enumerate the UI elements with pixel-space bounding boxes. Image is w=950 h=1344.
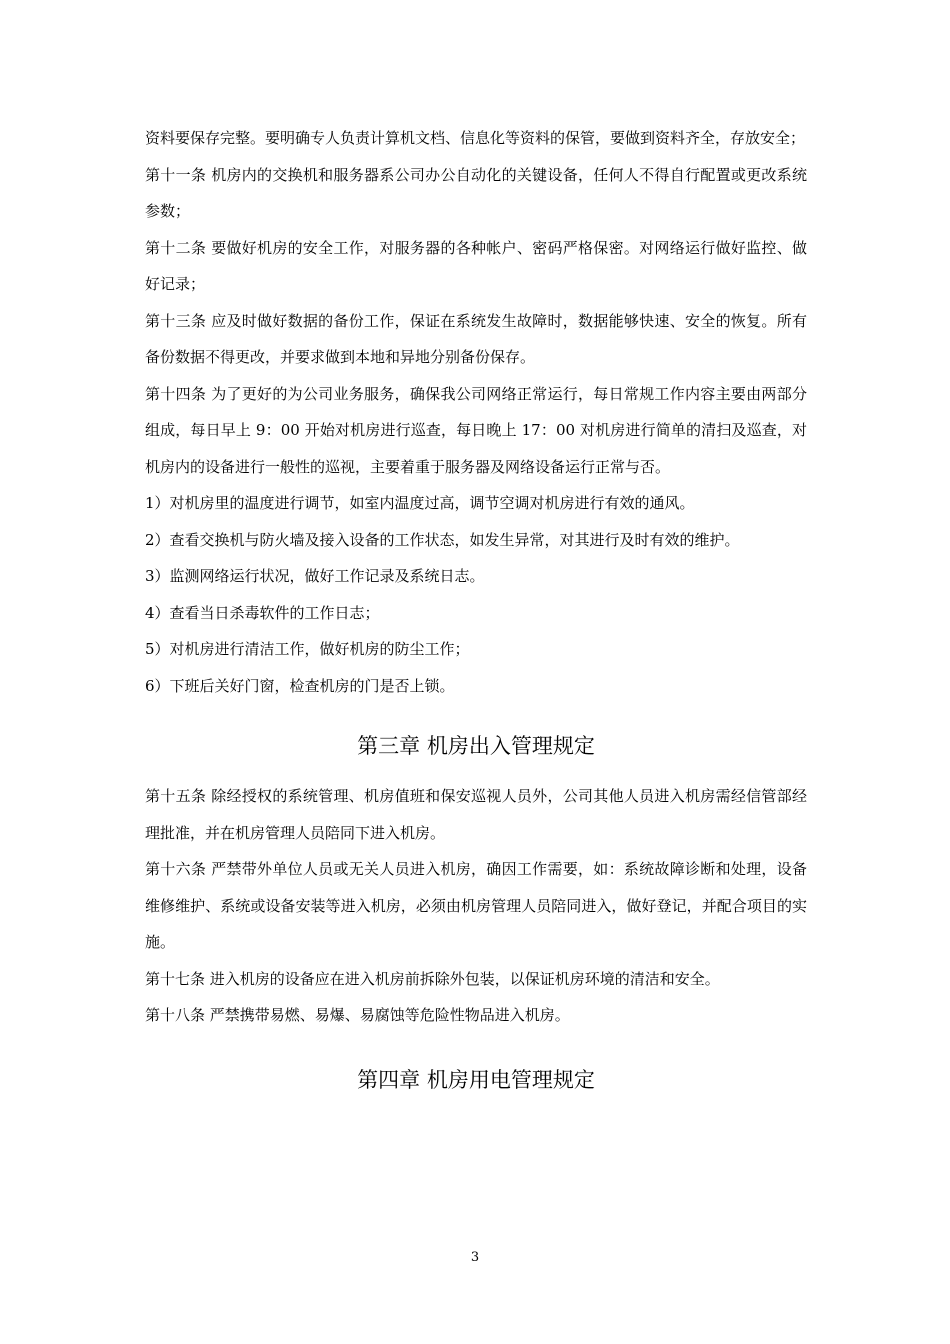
article-14: 第十四条 为了更好的为公司业务服务，确保我公司网络正常运行，每日常规工作内容主要由两部分组成，每日早上 9：00 开始对机房进行巡查，每日晚上 17：00 对机房进行简单的清扫及巡查，对机房内的设备进行一般性的巡视，主要着重于服务器及网络设备运行正常与否。 — [145, 384, 807, 476]
chapter-4-title: 第四章 机房用电管理规定 — [357, 1067, 595, 1092]
paragraph-continuation: 资料要保存完整。要明确专人负责计算机文档、信息化等资料的保管，要做到资料齐全，存放安全； — [145, 129, 806, 147]
article-17: 第十七条 进入机房的设备应在进入机房前拆除外包装，以保证机房环境的清洁和安全。 — [145, 969, 720, 988]
list-item: 1）对机房里的温度进行调节，如室内温度过高，调节空调对机房进行有效的通风。 — [145, 494, 695, 512]
daily-task-list — [145, 485, 807, 704]
chapter-3-title: 第三章 机房出入管理规定 — [357, 734, 595, 758]
article-16: 第十六条 严禁带外单位人员或无关人员进入机房，确因工作需要，如：系统故障诊断和处理，设备维修维护、系统或设备安装等进入机房，必须由机房管理人员陪同进入，做好登记，并配合项目的实施。 — [145, 860, 807, 951]
page-content — [145, 120, 807, 1095]
article-12: 第十二条 要做好机房的安全工作，对服务器的各种帐户、密码严格保密。对网络运行做好监控、做好记录； — [145, 238, 807, 293]
article-18: 第十八条 严禁携带易燃、易爆、易腐蚀等危险性物品进入机房。 — [145, 1006, 570, 1024]
article-11: 第十一条 机房内的交换机和服务器系公司办公自动化的关键设备，任何人不得自行配置或更改系统参数； — [145, 165, 807, 220]
article-13: 第十三条 应及时做好数据的备份工作，保证在系统发生故障时，数据能够快速、安全的恢复。所有备份数据不得更改，并要求做到本地和异地分别备份保存。 — [145, 311, 807, 366]
list-item: 5）对机房进行清洁工作，做好机房的防尘工作； — [145, 640, 470, 658]
page-number: 3 — [470, 1250, 480, 1265]
list-item: 4）查看当日杀毒软件的工作日志； — [145, 603, 380, 622]
list-item: 6）下班后关好门窗，检查机房的门是否上锁。 — [145, 676, 455, 695]
article-15: 第十五条 除经授权的系统管理、机房值班和保安巡视人员外，公司其他人员进入机房需经信管部经理批准，并在机房管理人员陪同下进入机房。 — [145, 787, 807, 842]
list-item: 2）查看交换机与防火墙及接入设备的工作状态，如发生异常，对其进行及时有效的维护。 — [145, 530, 740, 549]
list-item: 3）监测网络运行状况，做好工作记录及系统日志。 — [145, 567, 485, 585]
